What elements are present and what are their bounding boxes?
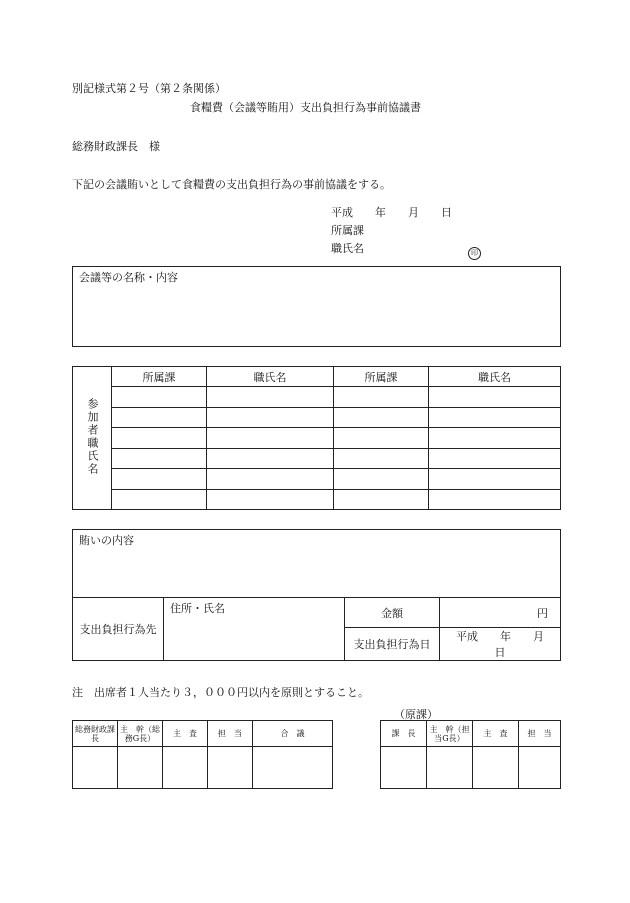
cell[interactable] [429,407,561,428]
header-name-1: 職氏名 [207,367,334,387]
commit-date-value[interactable]: 平成 年 月 日 [440,628,561,661]
cell[interactable] [207,387,334,408]
note: 注 出席者１人当たり３，０００円以内を原則とすること。 [72,686,369,699]
cell[interactable] [334,469,429,490]
cell[interactable] [429,489,561,510]
cell[interactable] [207,407,334,428]
payee-label: 支出負担行為先 [73,598,164,661]
orig-dept-label: （原課） [394,708,438,721]
header-dept-1: 所属課 [112,367,207,387]
cell[interactable] [334,428,429,449]
meal-table [72,529,566,661]
amount-label: 金額 [345,598,440,628]
cell[interactable] [112,387,207,408]
cell[interactable] [429,469,561,490]
stamp-header: 担 当 [208,721,253,747]
stamp-cell[interactable] [73,747,118,789]
stamp-cell[interactable] [163,747,208,789]
dept-label: 所属課 [331,224,364,237]
stamp-header: 主 査 [473,721,519,747]
form-number: 別記様式第２号（第２条関係） [72,82,226,95]
header-name-2: 職氏名 [429,367,561,387]
stamp-cell[interactable] [118,747,163,789]
cell[interactable] [112,489,207,510]
cell[interactable] [429,387,561,408]
cell[interactable] [112,407,207,428]
stamp-cell[interactable] [473,747,519,789]
participants-side-label: 参加者職氏名 [73,367,112,510]
seal-icon: 印 [468,240,481,260]
header-dept-2: 所属課 [334,367,429,387]
cell[interactable] [112,428,207,449]
cell[interactable] [112,448,207,469]
cell[interactable] [207,448,334,469]
meeting-box [72,266,561,347]
page-title: 食糧費（会議等賄用）支出負担行為事前協議書 [190,101,421,114]
cell[interactable] [334,448,429,469]
stamp-table-left [72,720,333,789]
cell[interactable] [207,428,334,449]
stamp-header: 課 長 [381,721,427,747]
stamp-header: 総務財政課長 [73,721,118,747]
addressee: 総務財政課長 様 [72,140,160,153]
cell[interactable] [429,448,561,469]
cell[interactable] [207,469,334,490]
stamp-cell[interactable] [381,747,427,789]
cell[interactable] [429,428,561,449]
commit-date-label: 支出負担行為日 [345,628,440,661]
stamp-cell[interactable] [427,747,473,789]
stamp-header: 主 幹（総務G長） [118,721,163,747]
stamp-table-right [380,720,561,789]
cell[interactable] [207,489,334,510]
participants-table [72,366,561,510]
address-cell[interactable] [164,598,345,661]
stamp-cell[interactable] [208,747,253,789]
stamp-header: 担 当 [519,721,561,747]
stamp-cell[interactable] [519,747,561,789]
stamp-header: 合 議 [253,721,333,747]
meal-label: 賄いの内容 [79,534,134,547]
cell[interactable] [334,489,429,510]
name-label: 職氏名 [331,242,364,255]
cell[interactable] [334,387,429,408]
stamp-header: 主 幹（担当G長） [427,721,473,747]
cell[interactable] [112,469,207,490]
amount-cell[interactable] [440,598,561,628]
stamp-header: 主 査 [163,721,208,747]
yen-label: 円 [537,606,548,620]
meal-cell[interactable] [73,530,561,598]
cell[interactable] [334,407,429,428]
date-line: 平成 年 月 日 [331,206,452,219]
address-label: 住所・氏名 [170,602,225,615]
intro-text: 下記の会議賄いとして食糧費の支出負担行為の事前協議をする。 [72,178,391,191]
stamp-cell[interactable] [253,747,333,789]
meeting-label: 会議等の名称・内容 [79,271,178,284]
